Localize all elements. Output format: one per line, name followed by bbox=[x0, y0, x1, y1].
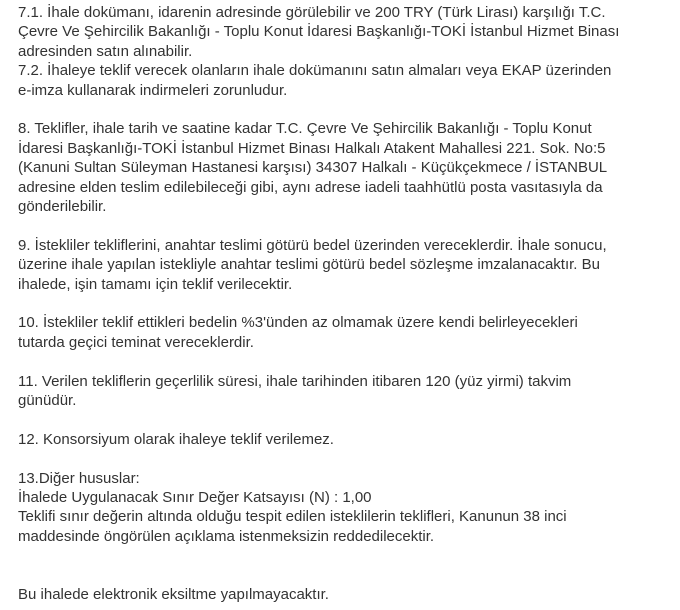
text-line: 7.1. İhale dokümanı, idarenin adresinde görülebilir ve 200 TRY (Türk Lirası) karşılığı T.C. bbox=[18, 4, 606, 21]
text-line: 11. Verilen tekliflerin geçerlilik süresi, ihale tarihinden itibaren 120 (yüz yirmi) takvim bbox=[18, 372, 572, 390]
text-line: maddesinde öngörülen açıklama istenmeksizin reddedilecektir. bbox=[18, 527, 435, 545]
section-8 bbox=[18, 119, 668, 216]
text-line: İhalede Uygulanacak Sınır Değer Katsayısı (N) : 1,00 bbox=[18, 489, 372, 507]
text-line: Bu ihalede elektronik eksiltme yapılmayacaktır. bbox=[18, 586, 329, 604]
paragraph-spacer bbox=[18, 546, 668, 585]
text-line: 7.2. İhaleye teklif verecek olanların ihale dokümanını satın almaları veya EKAP üzerinden bbox=[18, 62, 612, 80]
text-line: adresine elden teslim edilebileceği gibi, aynı adrese iadeli taahhütlü posta vasıtasıyla da bbox=[18, 178, 603, 196]
section-12 bbox=[18, 430, 668, 449]
paragraph-spacer bbox=[18, 100, 668, 119]
text-line: 9. İstekliler tekliflerini, anahtar teslimi götürü bedel üzerinden vereceklerdir. İhale sonucu, bbox=[18, 236, 607, 254]
section-7-1 bbox=[18, 3, 668, 61]
section-11 bbox=[18, 372, 668, 411]
paragraph-spacer bbox=[18, 410, 668, 429]
text-line: Çevre Ve Şehircilik Bakanlığı - Toplu Konut İdaresi Başkanlığı-TOKİ İstanbul Hizmet Binası bbox=[18, 23, 620, 41]
text-line: gönderilebilir. bbox=[18, 198, 107, 216]
text-line: 10. İstekliler teklif ettikleri bedelin %3'ünden az olmamak üzere kendi belirleyecekleri bbox=[18, 314, 578, 332]
section-footer bbox=[18, 585, 668, 604]
paragraph-spacer bbox=[18, 294, 668, 313]
text-line: 13.Diğer hususlar: bbox=[18, 469, 140, 487]
text-line: 12. Konsorsiyum olarak ihaleye teklif verilemez. bbox=[18, 430, 334, 448]
document-body bbox=[18, 3, 668, 604]
text-line: İdaresi Başkanlığı-TOKİ İstanbul Hizmet Binası Halkalı Atakent Mahallesi 221. Sok. No:5 bbox=[18, 139, 606, 157]
paragraph-spacer bbox=[18, 216, 668, 235]
text-line: e-imza kullanarak indirmeleri zorunludur. bbox=[18, 81, 288, 99]
text-line: (Kanuni Sultan Süleyman Hastanesi karşısı) 34307 Halkalı - Küçükçekmece / İSTANBUL bbox=[18, 159, 608, 177]
text-line: ihalede, işin tamamı için teklif verilecektir. bbox=[18, 275, 293, 293]
section-7-2 bbox=[18, 61, 668, 100]
text-line: günüdür. bbox=[18, 392, 77, 410]
paragraph-spacer bbox=[18, 449, 668, 468]
text-line: 8. Teklifler, ihale tarih ve saatine kadar T.C. Çevre Ve Şehircilik Bakanlığı - Toplu Konut bbox=[18, 120, 592, 138]
section-9 bbox=[18, 236, 668, 294]
text-line: adresinden satın alınabilir. bbox=[18, 42, 193, 60]
paragraph-spacer bbox=[18, 352, 668, 371]
section-10 bbox=[18, 313, 668, 352]
section-13 bbox=[18, 469, 668, 547]
text-line: üzerine ihale yapılan istekliyle anahtar teslimi götürü bedel sözleşme imzalanacaktır. Bu bbox=[18, 256, 600, 274]
text-line: tutarda geçici teminat vereceklerdir. bbox=[18, 333, 254, 351]
text-line: Teklifi sınır değerin altında olduğu tespit edilen isteklilerin teklifleri, Kanunun 38 inci bbox=[18, 508, 567, 526]
